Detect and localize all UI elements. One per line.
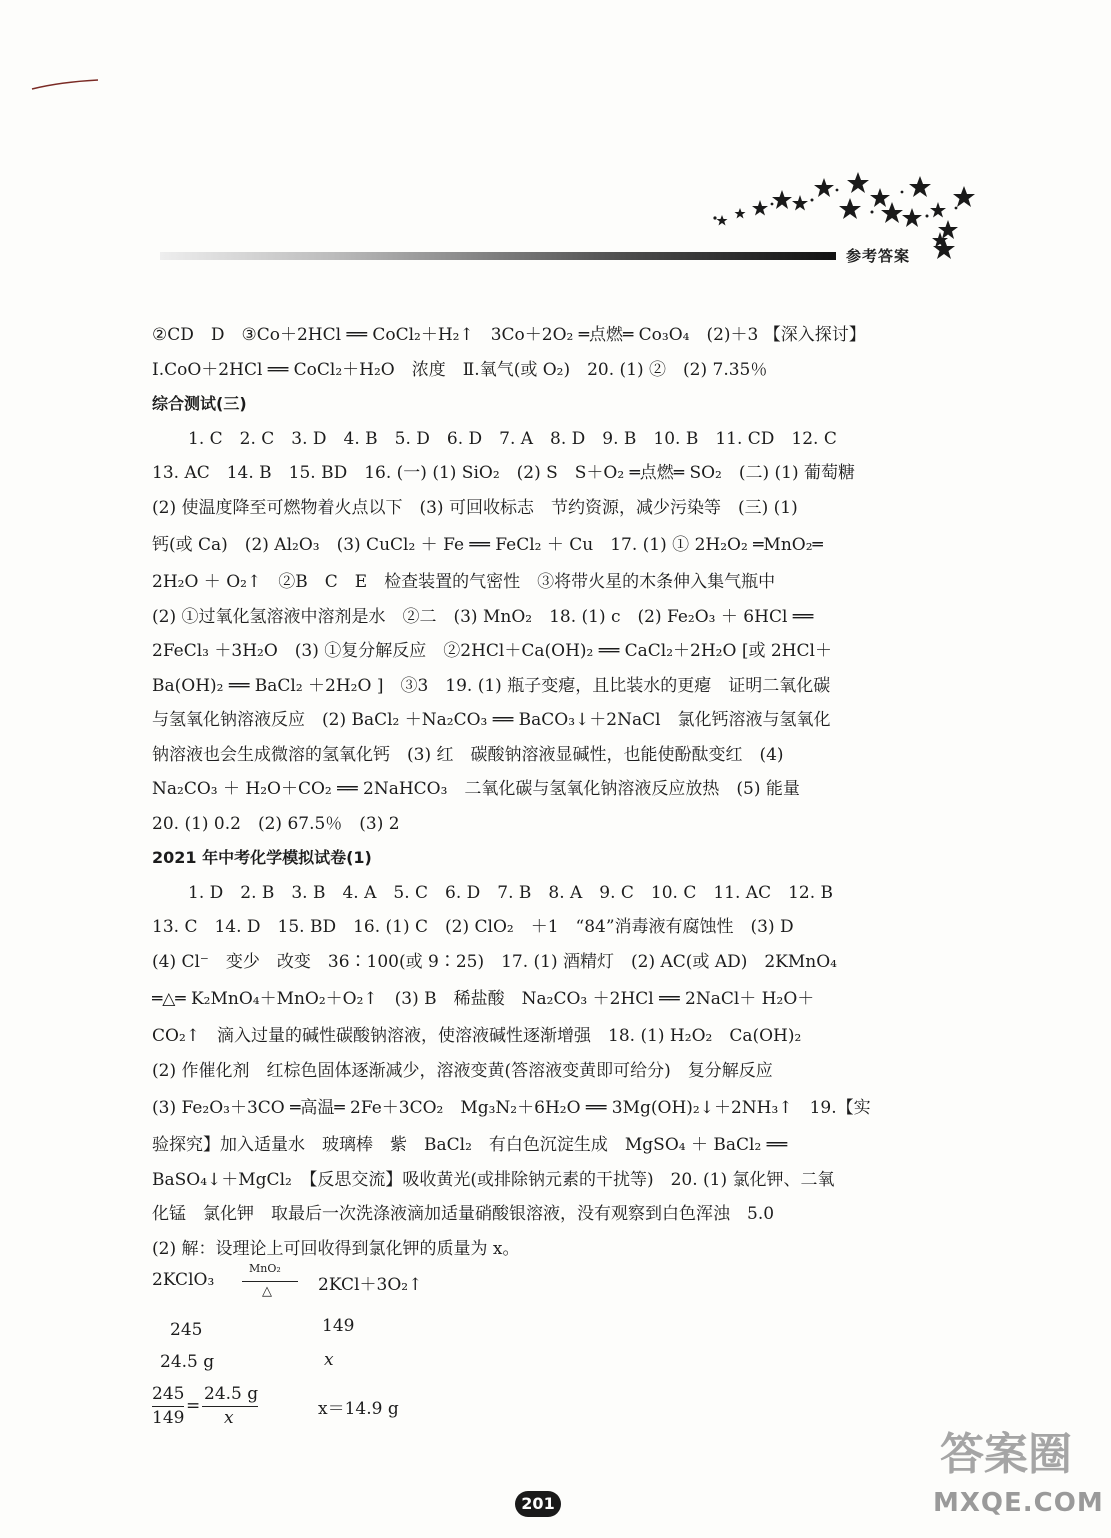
- answer-line: (2) ①过氧化氢溶液中溶剂是水 ②二 (3) MnO₂ 18. (1) c (2) Fe₂O₃ ＋ 6HCl ══: [152, 606, 814, 627]
- answer-line: (2) 作催化剂 红棕色固体逐渐减少，溶液变黄(答溶液变黄即可给分) 复分解反应: [152, 1060, 773, 1081]
- answer-line: 20. (1) 0.2 (2) 67.5％ (3) 2: [152, 813, 400, 834]
- answer-line: 1. D 2. B 3. B 4. A 5. C 6. D 7. B 8. A 9. C 10. C 11. AC 12. B: [188, 882, 834, 903]
- answer-line: 2H₂O ＋ O₂↑ ②B C E 检查装置的气密性 ③将带火星的木条伸入集气瓶中: [152, 572, 776, 592]
- frac1-den: 149: [152, 1408, 185, 1428]
- frac2-num: 24.5 g: [204, 1384, 259, 1404]
- answer-line: 2FeCl₃ ＋3H₂O (3) ①复分解反应 ②2HCl＋Ca(OH)₂ ══ CaCl₂＋2H₂O [或 2HCl＋: [152, 641, 832, 661]
- answer-line: 13. C 14. D 15. BD 16. (1) C (2) ClO₂ ＋1 “84”消毒液有腐蚀性 (3) D: [152, 917, 794, 937]
- answer-line: Ba(OH)₂ ══ BaCl₂ ＋2H₂O ] ③3 19. (1) 瓶子变瘪，且比装水的更瘪 证明二氧化碳: [152, 675, 831, 696]
- header-rule: [160, 252, 836, 260]
- eq-condition: △: [262, 1284, 272, 1299]
- frac1-num: 245: [152, 1384, 185, 1404]
- mass-left: 245: [170, 1320, 203, 1340]
- result: x＝14.9 g: [318, 1399, 399, 1419]
- answer-line: BaSO₄↓＋MgCl₂ 【反思交流】吸收黄光(或排除钠元素的干扰等) 20. (1) 氯化钾、二氧: [152, 1169, 835, 1190]
- watermark-url: MXQE.COM: [933, 1488, 1104, 1518]
- answer-line: (2) 使温度降至可燃物着火点以下 (3) 可回收标志 节约资源，减少污染等 (三) (1): [152, 497, 798, 518]
- eq-right: 2KCl＋3O₂↑: [318, 1275, 423, 1295]
- answer-line: Na₂CO₃ ＋ H₂O＋CO₂ ══ 2NaHCO₃ 二氧化碳与氢氧化钠溶液反应放热 (5) 能量: [152, 779, 800, 799]
- answer-line: 化锰 氯化钾 取最后一次洗涤液滴加适量硝酸银溶液，没有观察到白色浑浊 5.0: [152, 1204, 775, 1224]
- answer-line: 钠溶液也会生成微溶的氢氧化钙 (3) 红 碳酸钠溶液显碱性，也能使酚酞变红 (4): [152, 744, 784, 765]
- watermark-logo-text: 答案圈: [940, 1429, 1072, 1480]
- eq-arrow-line: [242, 1281, 298, 1282]
- frac2-den: x: [224, 1408, 234, 1428]
- equals-sign: =: [186, 1396, 201, 1416]
- page-number: 201: [515, 1491, 561, 1517]
- answer-line: Ⅰ.CoO＋2HCl ══ CoCl₂＋H₂O 浓度 Ⅱ.氧气(或 O₂) 20. (1) ② (2) 7.35％: [152, 359, 768, 380]
- frac2-line: [202, 1406, 258, 1407]
- eq-catalyst: MnO₂: [249, 1262, 281, 1275]
- pen-stroke-mark: [30, 78, 100, 92]
- frac1-line: [152, 1406, 184, 1407]
- answer-line: CO₂↑ 滴入过量的碱性碳酸钠溶液，使溶液碱性逐渐增强 18. (1) H₂O₂ Ca(OH)₂: [152, 1026, 802, 1046]
- answer-line: (3) Fe₂O₃＋3CO ═高温═ 2Fe＋3CO₂ Mg₃N₂＋6H₂O ══ 3Mg(OH)₂↓＋2NH₃↑ 19.【实: [152, 1098, 871, 1118]
- answer-line: 与氢氧化钠溶液反应 (2) BaCl₂ ＋Na₂CO₃ ══ BaCO₃↓＋2NaCl 氯化钙溶液与氢氧化: [152, 710, 831, 730]
- header-label: 参考答案: [846, 247, 911, 265]
- eq-left: 2KClO₃: [152, 1270, 215, 1290]
- answer-line: 1. C 2. C 3. D 4. B 5. D 6. D 7. A 8. D 9. B 10. B 11. CD 12. C: [188, 428, 837, 449]
- given-left: 24.5 g: [160, 1352, 215, 1372]
- mass-right: 149: [322, 1316, 355, 1336]
- answer-line: (4) Cl⁻ 变少 改变 36∶100(或 9∶25) 17. (1) 酒精灯 (2) AC(或 AD) 2KMnO₄: [152, 951, 837, 972]
- answer-line: 钙(或 Ca) (2) Al₂O₃ (3) CuCl₂ ＋ Fe ══ FeCl₂ ＋ Cu 17. (1) ① 2H₂O₂ ═MnO₂═: [152, 535, 823, 555]
- section-heading: 2021 年中考化学模拟试卷(1): [152, 848, 372, 867]
- answer-line: ②CD D ③Co＋2HCl ══ CoCl₂＋H₂↑ 3Co＋2O₂ ═点燃═ Co₃O₄ (2)＋3 【深入探讨】: [152, 325, 866, 345]
- answer-line: ═△═ K₂MnO₄＋MnO₂＋O₂↑ (3) B 稀盐酸 Na₂CO₃ ＋2HCl ══ 2NaCl＋ H₂O＋: [152, 989, 815, 1009]
- answer-line: 13. AC 14. B 15. BD 16. (一) (1) SiO₂ (2) S S＋O₂ ═点燃═ SO₂ (二) (1) 葡萄糖: [152, 463, 856, 483]
- section-heading: 综合测试(三): [152, 394, 247, 413]
- answer-line: 验探究】加入适量水 玻璃棒 紫 BaCl₂ 有白色沉淀生成 MgSO₄ ＋ BaCl₂ ══: [152, 1135, 788, 1155]
- answer-content: [152, 318, 927, 1266]
- answer-line: (2) 解：设理论上可回收得到氯化钾的质量为 x。: [152, 1238, 520, 1259]
- given-right: x: [324, 1350, 334, 1370]
